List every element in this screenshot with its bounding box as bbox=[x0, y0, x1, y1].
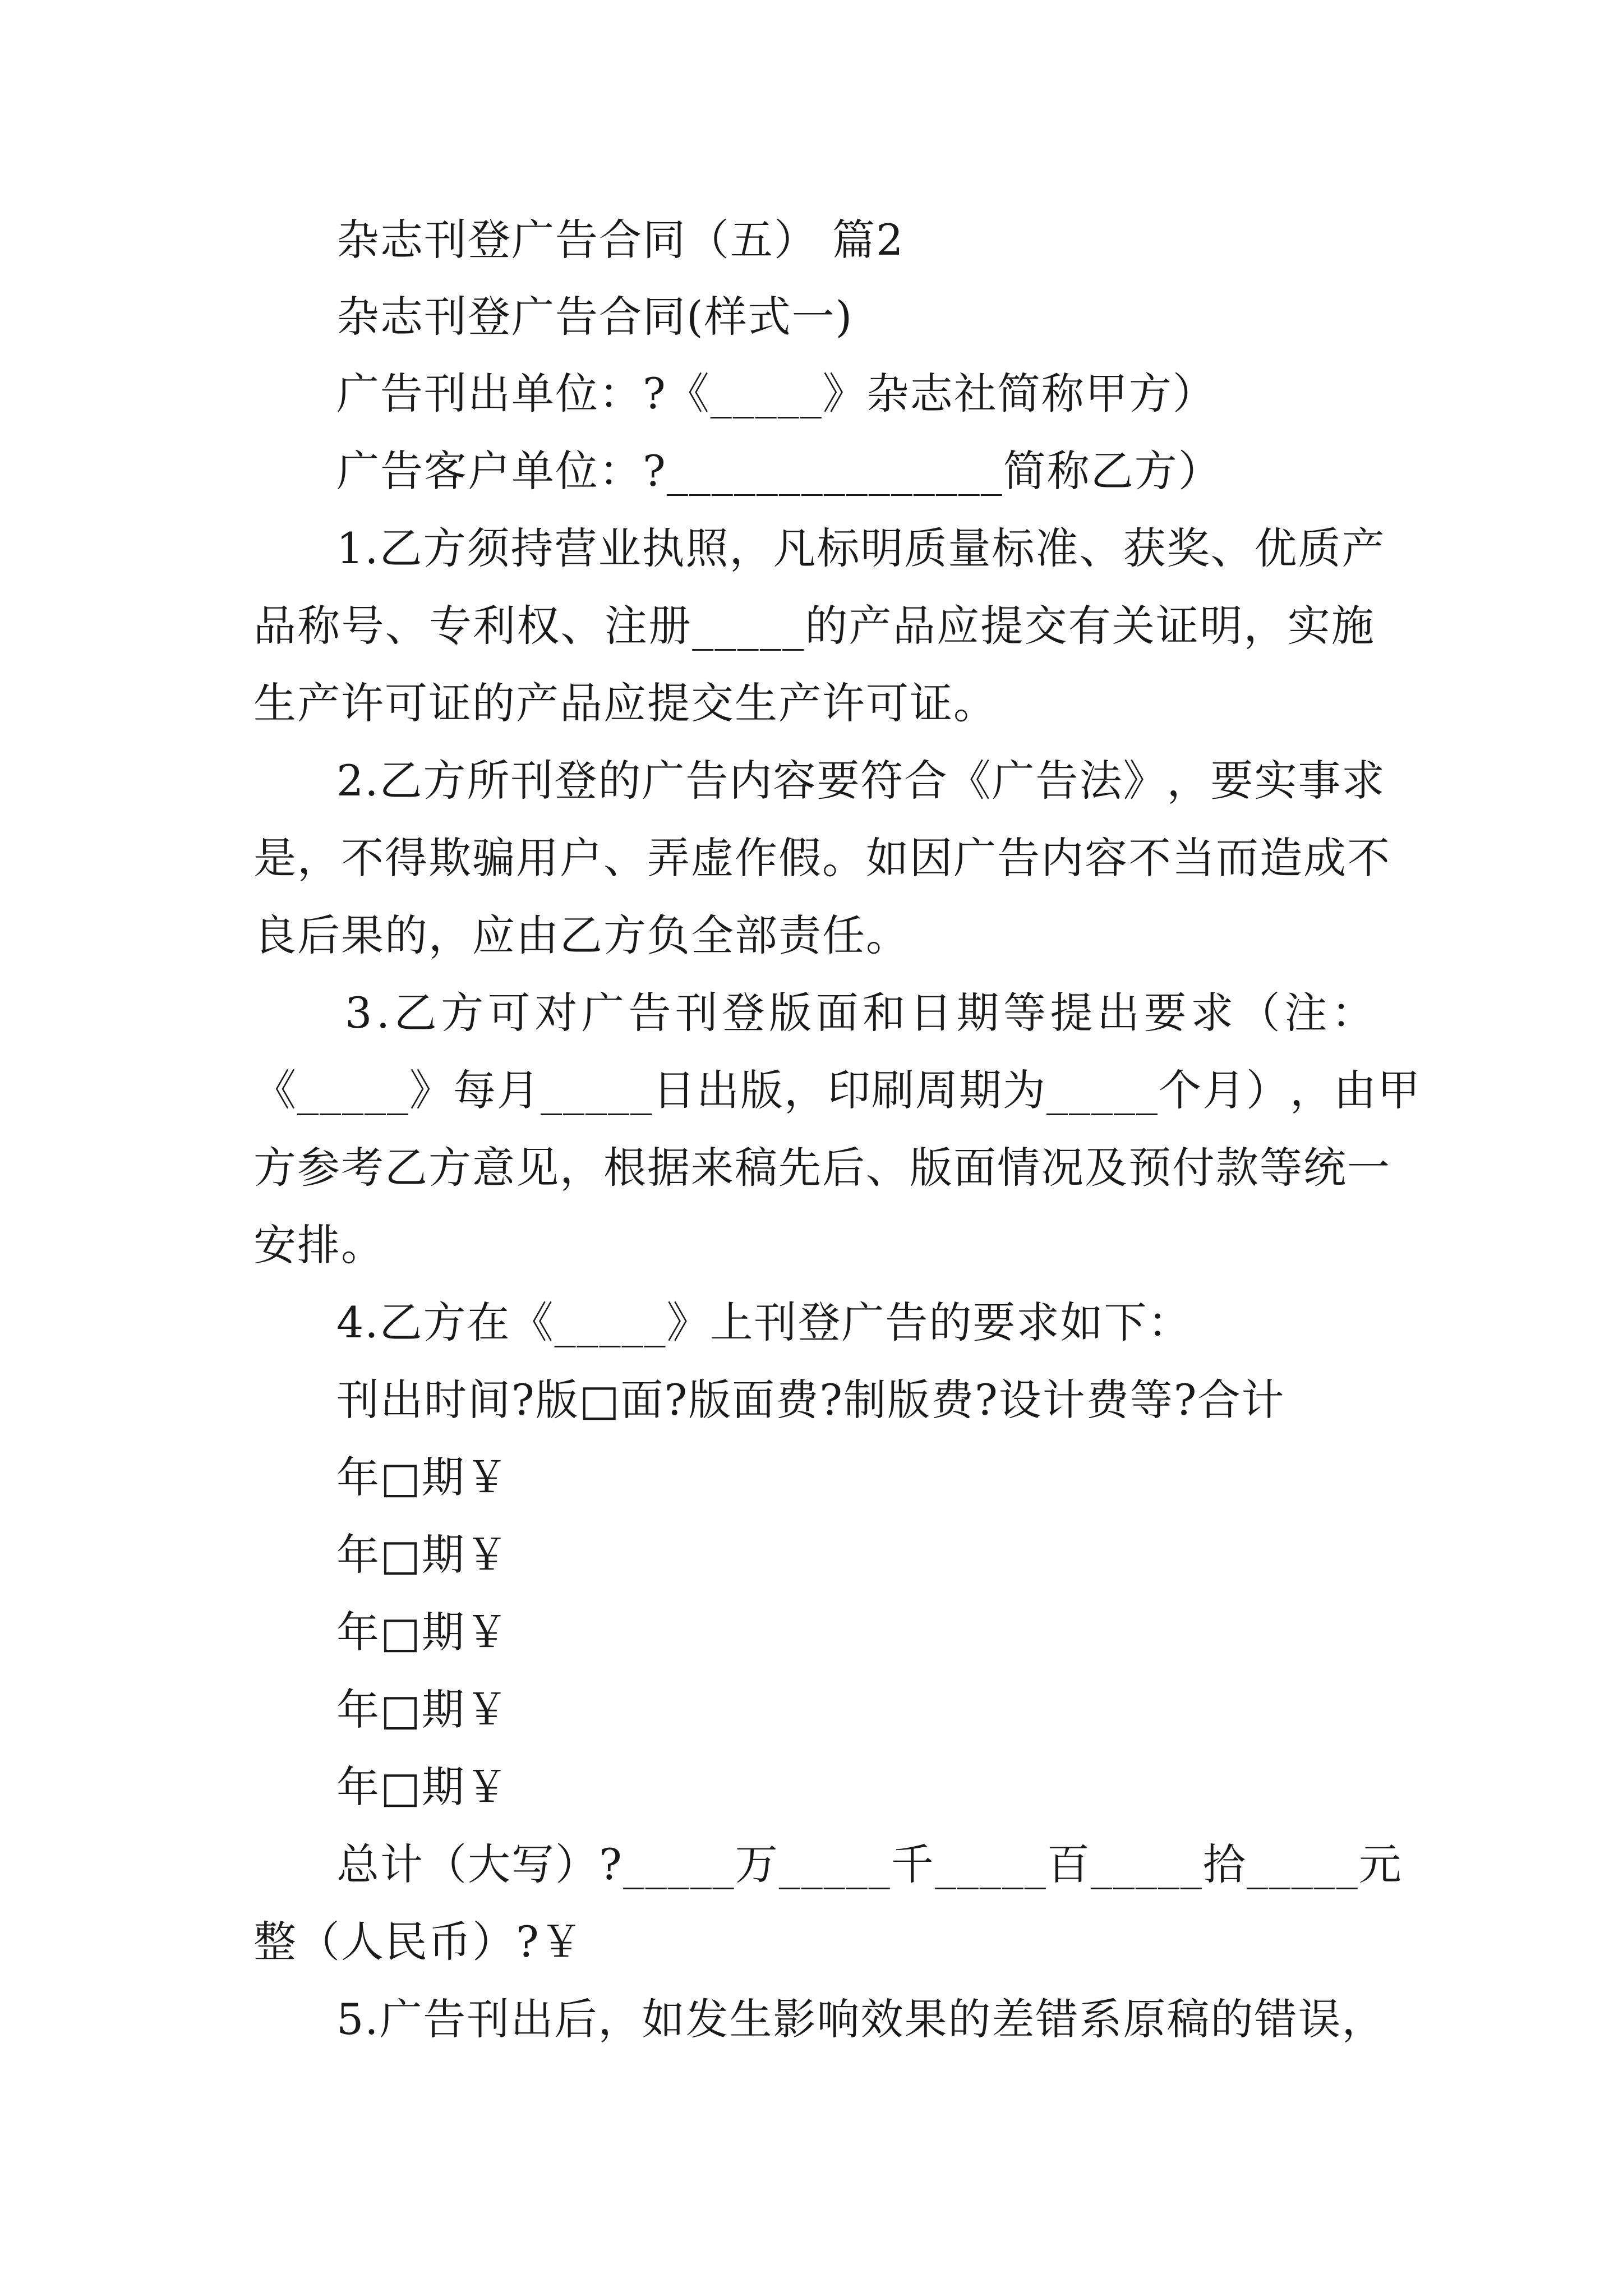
clause-4-intro: 4.乙方在《_____》上刊登广告的要求如下： bbox=[336, 1297, 1192, 1347]
clause-2-line-2: 是 ， 不 得 欺 骗 用 户 、 弄 虚 作 假 。 如 因 广 告 内 容 不 当 而 造 成 不 bbox=[253, 833, 1391, 883]
clause-2-line-1: 2 . 乙 方 所 刊 登 的 广 告 内 容 要 符 合 《 广 告 法 》 ， 要 实 事 求 bbox=[336, 756, 1386, 806]
clause-3-line-2: 《 _ _ _ _ _ 》 每 月 _ _ _ _ _ 日 出 版 ， 印 刷 周 期 为 _ _ _ _ _ 个 月 ） ， 由 甲 bbox=[253, 1065, 1421, 1115]
total-line: 总 计 （ 大 写 ） ? _ _ _ _ _ 万 _ _ _ _ _ 千 _ _ _ _ _ 百 _ _ _ _ _ 拾 _ _ _ _ _ 元 bbox=[336, 1839, 1403, 1889]
table-row: 年□期￥ bbox=[336, 1685, 509, 1734]
clause-5-line-1: 5 . 广 告 刊 出 后 ， 如 发 生 影 响 效 果 的 差 错 系 原 稿 的 错 误 ， bbox=[336, 1994, 1386, 2044]
publisher-line: 广告刊出单位：?《_____》杂志社简称甲方） bbox=[336, 369, 1216, 418]
client-line: 广告客户单位：?_______________简称乙方） bbox=[336, 446, 1222, 496]
document-heading: 杂志刊登广告合同（五） 篇2 bbox=[336, 215, 905, 265]
clause-2-line-3: 良后果的，应由乙方负全部责任。 bbox=[253, 910, 910, 960]
table-row: 年□期￥ bbox=[336, 1530, 509, 1580]
table-row: 年□期￥ bbox=[336, 1452, 509, 1502]
document-subtitle: 杂志刊登广告合同(样式一) bbox=[336, 292, 854, 342]
clause-3-line-4: 安排。 bbox=[253, 1220, 385, 1270]
clause-3-line-3: 方 参 考 乙 方 意 见 ， 根 据 来 稿 先 后 、 版 面 情 况 及 预 付 款 等 统 一 bbox=[253, 1143, 1391, 1193]
clause-1-line-1: 1 . 乙 方 须 持 营 业 执 照 ， 凡 标 明 质 量 标 准 、 获 奖 、 优 质 产 bbox=[336, 523, 1386, 573]
table-row: 年□期￥ bbox=[336, 1607, 509, 1657]
table-header-line: 刊出时间?版□面?版面费?制版费?设计费等?合计 bbox=[336, 1375, 1285, 1425]
total-line-rmb: 整（人民币）?￥ bbox=[253, 1917, 584, 1967]
clause-3-line-1: 3 . 乙 方 可 对 广 告 刊 登 版 面 和 日 期 等 提 出 要 求 （ 注 ： bbox=[345, 988, 1375, 1038]
table-row: 年□期￥ bbox=[336, 1762, 509, 1812]
clause-1-line-3: 生产许可证的产品应提交生产许可证。 bbox=[253, 678, 997, 728]
clause-1-line-2: 品 称 号 、 专 利 权 、 注 册 _ _ _ _ _ 的 产 品 应 提 交 有 关 证 明 ， 实 施 bbox=[253, 601, 1375, 651]
